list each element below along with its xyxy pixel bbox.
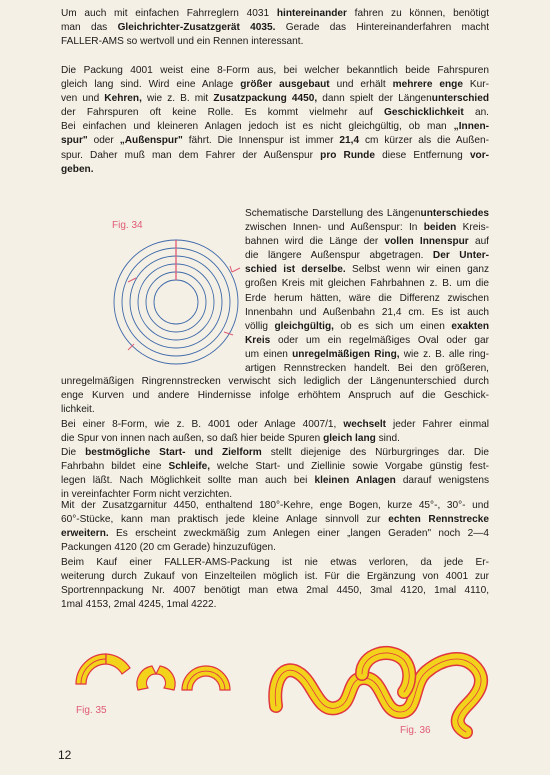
text-run: fahren zu können, benötigt: [346, 8, 489, 19]
text-line: [61, 556, 489, 570]
text-run: Es erscheint zweckmäßig zum Anlegen einer „langen Geraden" noch 2—4: [108, 528, 489, 540]
text-run: Bei einer 8-Form, wie z. B. 4001 oder Anlage 4007/1,: [61, 419, 344, 430]
bold-text-run: gleichgültig,: [274, 320, 334, 332]
bold-text-run: Kehren,: [104, 93, 142, 105]
text-line: [61, 570, 489, 584]
text-line: [245, 306, 489, 320]
text-line: [61, 460, 489, 474]
bold-text-run: beiden: [423, 222, 457, 234]
paragraph-intro: [61, 7, 489, 49]
text-line: [61, 432, 489, 446]
text-line: [61, 149, 489, 163]
text-run: sind.: [375, 433, 400, 445]
paragraph-expansion: [61, 556, 489, 612]
bold-text-run: spur": [61, 135, 88, 147]
text-run: oder: [87, 135, 120, 147]
text-run: wie z. B. alle ring-: [399, 348, 490, 360]
text-line: [61, 92, 489, 106]
track-piece-curve-b: [106, 654, 130, 674]
track-piece-kehre: [182, 666, 230, 690]
text-line: [245, 249, 489, 263]
text-run: diese Entfernung: [374, 149, 470, 161]
text-line: [245, 263, 489, 277]
text-run: Bei einfachen und kleineren Anlagen jedoch ist es nicht gleichgültig, ob man: [61, 121, 454, 133]
text-run: darauf wenigstens: [395, 475, 489, 487]
text-run: 1mal 4153, 2mal 4245, 1mal 4222.: [61, 599, 217, 611]
track-piece-curve-c: [137, 666, 156, 690]
text-run: Kreis-: [456, 222, 489, 234]
text-run: legen läßt. Nach Möglichkeit sollte man auch bei: [61, 475, 315, 487]
paragraph-figure-34-continued: [61, 375, 489, 417]
paragraph-figure-34-explanation: [245, 207, 489, 376]
text-run: dann spielt der Längen: [317, 93, 432, 105]
text-run: der Fahrspuren oft keine Rolle. Es kommt vielmehr auf: [61, 107, 385, 119]
bold-text-run: bestmögliche Start- und Zielform: [85, 447, 262, 458]
bold-text-run: Kreis: [245, 334, 271, 346]
bold-text-run: unregelmäßigen Ring,: [292, 348, 400, 360]
track-piece-curve-a: [76, 654, 106, 684]
figure-34-rings-diagram: [106, 232, 246, 372]
text-run: Beim Kauf einer FALLER-AMS-Packung ist nie etwas verloren, da jede Er-: [61, 557, 489, 568]
bold-text-run: gleich lang: [323, 433, 376, 445]
text-run: welche Start- und Ziellinie sowie Vorgabe günstig fest-: [210, 461, 489, 473]
text-run: großen Kreis mit gleichen Fahrbahnen z. B. um die: [245, 278, 489, 290]
text-run: völlig: [245, 320, 275, 332]
bold-text-run: Zusatzpackung 4450,: [213, 93, 318, 105]
text-line: [61, 446, 489, 460]
text-run: man das: [61, 22, 118, 34]
text-line: [245, 235, 489, 249]
bold-text-run: vollen Innenspur: [384, 236, 469, 248]
text-run: fährt. Die Innenspur ist immer: [182, 135, 340, 147]
bold-text-run: pro Runde: [320, 149, 375, 161]
text-line: [61, 584, 489, 598]
text-line: [61, 78, 489, 92]
bold-text-run: Der Unter-: [432, 250, 489, 262]
text-line: [245, 221, 489, 235]
text-run: Sportrennpackung Nr. 4007 benötigt man etwa 2mal 4450, 3mal 4120, 1mal 4110,: [61, 585, 489, 597]
text-line: [61, 21, 489, 35]
text-run: Die Packung 4001 weist eine 8-Form aus, bei welcher bekanntlich beide Fahrspuren: [61, 65, 489, 76]
text-line: [61, 35, 489, 49]
paragraph-eight-form-switch: [61, 418, 489, 446]
figure-35-caption: Fig. 35: [76, 705, 107, 716]
bold-text-run: geben.: [61, 163, 94, 175]
bold-text-run: echten Rennstrecke: [388, 514, 489, 526]
bold-text-run: exakten: [451, 320, 489, 332]
text-line: [61, 134, 489, 148]
text-run: ob es sich um einen: [333, 320, 452, 332]
bold-text-run: schied ist derselbe.: [245, 264, 346, 276]
text-line: [61, 375, 489, 389]
text-line: [61, 64, 489, 78]
bold-text-run: unterschiedes: [420, 208, 489, 219]
text-line: [61, 513, 489, 527]
text-run: die Spur von innen nach außen, so daß hier beide Spuren: [61, 433, 324, 445]
text-run: enge Kurven und andere Hindernisse infolge erhöhtem Anspruch auf die Geschick-: [61, 390, 489, 402]
text-line: [245, 320, 489, 334]
figure-36-track-layout: [262, 634, 492, 744]
text-run: oder um ein regelmäßiges Oval oder gar: [270, 334, 489, 346]
text-run: Die: [61, 447, 86, 458]
paragraph-accessory-set: [61, 499, 489, 555]
paragraph-start-finish: [61, 446, 489, 502]
text-line: [61, 163, 489, 177]
text-run: spur. Daher muß man dem Fahrer der Außenspur: [61, 149, 321, 161]
text-run: unregelmäßigen Ringrennstrecken verwischt sich lediglich der Längenunterschied durch: [61, 376, 489, 387]
paragraph-eight-form: [61, 64, 489, 177]
text-line: [245, 334, 489, 348]
bold-text-run: Gleichrichter-Zusatzgerät 4035.: [117, 22, 276, 34]
text-run: wie z. B. mit: [141, 93, 214, 105]
bold-text-run: hintereinander: [276, 8, 347, 19]
text-run: stellt diejenige des Nürburgringes dar. Die: [261, 447, 489, 458]
text-run: Schematische Darstellung des Längen: [245, 208, 421, 219]
bold-text-run: unterschied: [431, 93, 489, 105]
text-line: [61, 527, 489, 541]
text-line: [61, 106, 489, 120]
text-line: [61, 499, 489, 513]
bold-text-run: größer ausgebaut: [240, 79, 330, 91]
text-line: [61, 541, 489, 555]
bold-text-run: wechselt: [343, 419, 386, 430]
bold-text-run: Schleife,: [168, 461, 211, 473]
text-run: in vereinfachter Form nicht verzichten.: [61, 489, 233, 501]
figure-36-caption: Fig. 36: [400, 725, 431, 736]
text-run: auf: [468, 236, 489, 248]
bold-text-run: Geschicklichkeit: [384, 107, 464, 119]
track-piece-curve-d: [156, 666, 175, 690]
text-line: [61, 7, 489, 21]
text-run: Selbst wenn wir einen ganz: [345, 264, 489, 276]
text-line: [61, 418, 489, 432]
text-run: Kur-: [462, 79, 489, 91]
text-run: Innenbahn und Außenbahn 21,4 cm. Es ist auch: [245, 306, 489, 318]
text-run: artigen Rennstrecken handelt. Bei den größeren,: [245, 363, 489, 375]
text-line: [61, 403, 489, 417]
text-run: Erde herum hätten, wäre die Differenz zwischen: [245, 292, 489, 304]
text-line: [61, 120, 489, 134]
text-run: zwischen Innen- und Außenspur: In: [245, 222, 424, 234]
text-run: cm kürzer als die Außen-: [359, 135, 490, 147]
bold-text-run: „Innen-: [453, 121, 489, 133]
text-run: die längere Außenspur abgetragen.: [245, 250, 433, 262]
text-run: Gerade das Hintereinanderfahren macht: [275, 22, 489, 34]
bold-text-run: kleinen Anlagen: [314, 475, 396, 487]
text-run: weiterung durch Zukauf von Einzelteilen möglich ist. Für die Ergänzung von 4001 zur: [61, 571, 489, 583]
text-run: um einen: [245, 348, 293, 360]
text-run: 60°-Stücke, kann man praktisch jede kleine Anlage sinnvoll zur: [61, 514, 389, 526]
text-line: [245, 207, 489, 221]
text-run: bahnen wird die Länge der: [245, 236, 385, 248]
text-run: lichkeit.: [61, 404, 95, 416]
text-line: [245, 362, 489, 376]
text-run: jeder Fahrer einmal: [386, 419, 489, 430]
text-run: Fahrbahn bildet eine: [61, 461, 169, 473]
bold-text-run: „Außenspur": [119, 135, 183, 147]
text-run: Um auch mit einfachen Fahrreglern 4031: [61, 8, 277, 19]
text-run: Mit der Zusatzgarnitur 4450, enthaltend 180°-Kehre, enge Bogen, kurze 45°-, 30°- und: [61, 500, 489, 511]
bold-text-run: erweitern.: [61, 528, 109, 540]
bold-text-run: mehrere enge: [392, 79, 463, 91]
figure-34-caption: Fig. 34: [112, 220, 143, 231]
figure-35-track-pieces: [72, 640, 242, 700]
text-line: [61, 389, 489, 403]
text-line: [245, 277, 489, 291]
text-line: [245, 348, 489, 362]
text-run: ven und: [61, 93, 105, 105]
bold-text-run: 21,4: [339, 135, 360, 147]
text-run: und erhält: [329, 79, 393, 91]
bold-text-run: vor-: [469, 149, 490, 161]
text-line: [245, 292, 489, 306]
text-run: Packungen 4120 (20 cm Gerade) hinzuzufügen.: [61, 542, 276, 554]
text-line: [61, 474, 489, 488]
text-run: FALLER-AMS so wertvoll und ein Rennen interessant.: [61, 36, 304, 48]
text-run: gleich lang sind. Wird eine Anlage: [61, 79, 241, 91]
text-line: [61, 598, 489, 612]
text-run: an.: [463, 107, 489, 119]
page-number: 12: [58, 748, 72, 762]
